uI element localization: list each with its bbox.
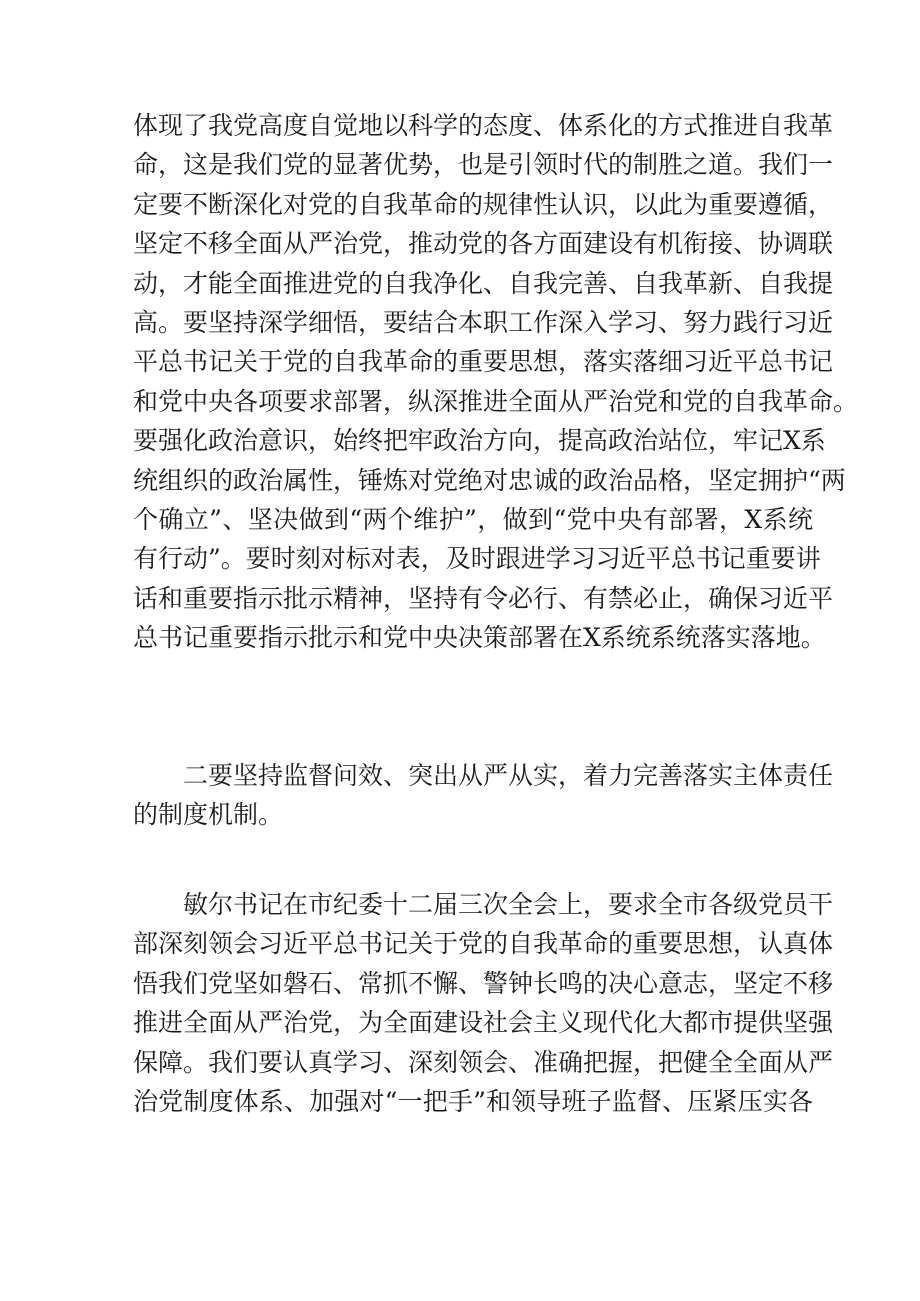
text-line: 定要不断深化对党的自我革命的规律性认识，以此为重要遵循， — [133, 189, 834, 219]
text-line: 统组织的政治属性，锤炼对党绝对忠诚的政治品格，坚定拥护“两 — [133, 465, 846, 495]
text-line: 话和重要指示批示精神，坚持有令必行、有禁必止，确保习近平 — [133, 583, 834, 613]
text-line: 平总书记关于党的自我革命的重要思想，落实落细习近平总书记 — [133, 347, 834, 377]
text-line: 坚定不移全面从严治党，推动党的各方面建设有机衔接、协调联 — [133, 229, 834, 259]
text-line: 治党制度体系、加强对“一把手”和领导班子监督、压紧压实各 — [133, 1086, 813, 1116]
text-line: 的制度机制。 — [133, 800, 284, 830]
paragraph-2 — [133, 756, 834, 835]
text-line: 二要坚持监督问效、突出从严从实，着力完善落实主体责任 — [183, 761, 834, 790]
text-line: 和党中央各项要求部署，纵深推进全面从严治党和党的自我革命。 — [133, 386, 859, 416]
text-line: 推进全面从严治党，为全面建设社会主义现代化大都市提供坚强 — [133, 1008, 834, 1038]
text-line: 总书记重要指示批示和党中央决策部署在X系统系统落实落地。 — [133, 623, 826, 653]
text-line: 动，才能全面推进党的自我净化、自我完善、自我革新、自我提 — [133, 268, 834, 298]
paragraph-3 — [133, 885, 834, 1121]
paragraph-1 — [133, 106, 859, 657]
text-line: 敏尔书记在市纪委十二届三次全会上，要求全市各级党员干 — [183, 890, 834, 919]
text-line: 体现了我党高度自觉地以科学的态度、体系化的方式推进自我革 — [133, 111, 834, 140]
text-line: 保障。我们要认真学习、深刻领会、准确把握，把健全全面从严 — [133, 1047, 834, 1077]
text-line: 悟我们党坚如磐石、常抓不懈、警钟长鸣的决心意志，坚定不移 — [133, 968, 834, 998]
text-line: 高。要坚持深学细悟，要结合本职工作深入学习、努力践行习近 — [133, 307, 834, 337]
text-line: 命，这是我们党的显著优势，也是引领时代的制胜之道。我们一 — [133, 150, 834, 180]
text-line: 要强化政治意识，始终把牢政治方向，提高政治站位，牢记X系 — [133, 426, 826, 456]
text-line: 有行动”。要时刻对标对表，及时跟进学习习近平总书记重要讲 — [133, 544, 821, 574]
text-line: 部深刻领会习近平总书记关于党的自我革命的重要思想，认真体 — [133, 929, 834, 959]
text-line: 个确立”、坚决做到“两个维护”，做到“党中央有部署，X系统 — [133, 504, 813, 534]
